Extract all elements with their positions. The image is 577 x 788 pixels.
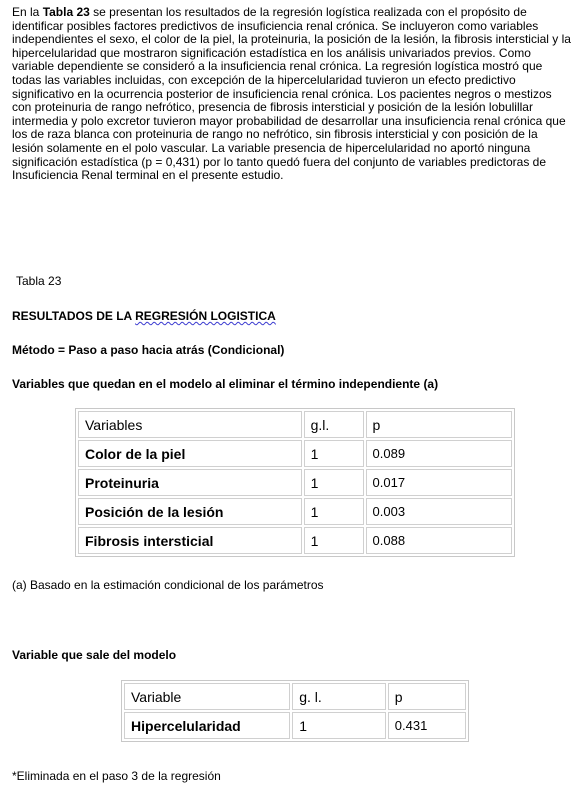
intro-paragraph (12, 6, 572, 183)
row-variable-cell: Color de la piel (78, 440, 302, 467)
table1 (75, 408, 515, 557)
column-header: Variables (78, 411, 302, 438)
table1-footnote: (a) Basado en la estimación condicional de los parámetros (12, 578, 324, 592)
table-header-row (78, 411, 512, 438)
row-p-cell: 0.089 (366, 440, 512, 467)
section-title (12, 309, 276, 323)
row-gl-cell: 1 (304, 527, 364, 554)
column-header: p (388, 683, 466, 710)
row-gl-cell: 1 (304, 498, 364, 525)
column-header: Variable (124, 683, 290, 710)
section-title-part-a: RESULTADOS DE LA (12, 309, 136, 323)
table-row (124, 712, 466, 739)
method-label: Método = Paso a paso hacia atrás (Condicional) (12, 343, 285, 357)
table2 (121, 680, 469, 742)
row-p-cell: 0.003 (366, 498, 512, 525)
table-row (78, 498, 512, 525)
row-p-cell: 0.088 (366, 527, 512, 554)
intro-text-after: se presentan los resultados de la regresión logística realizada con el propósito de identificar posibles factores predictivos de insuficiencia renal crónica. Se incluyeron como variables independientes el sexo, el color de la piel, la proteinuria, la posición de la lesión, la fibrosis intersticial y la hipercelularidad que mostraron significación estadística en los análisis univariados previos. Como variable dependiente se consideró a la insuficiencia renal crónica. La regresión logística mostró que todas las variables incluidas, con excepción de la hipercelularidad tuvieron un efecto predictivo significativo en la ocurrencia posterior de insuficiencia renal crónica. Los pacientes negros o mestizos con proteinuria de rango nefrótico, presencia de fibrosis intersticial y posición de la lesión lobulillar intermedia y polo excretor tuvieron mayor probabilidad de desarrollar una insuficiencia renal crónica que los de raza blanca con proteinuria de rango no nefrótico, sin fibrosis intersticial y con posición de la lesión solamente en el polo vascular. La variable presencia de hipercelularidad no aportó ninguna significación estadística (p = 0,431) por lo tanto quedó fuera del conjunto de variables predictoras de Insuficiencia Renal terminal en el presente estudio. (12, 5, 571, 183)
table-row (78, 527, 512, 554)
section-title-part-b: REGRESIÓN LOGISTICA (135, 309, 276, 323)
row-p-cell: 0.017 (366, 469, 512, 496)
row-variable-cell: Fibrosis intersticial (78, 527, 302, 554)
row-gl-cell: 1 (292, 712, 386, 739)
row-variable-cell: Hipercelularidad (124, 712, 290, 739)
row-gl-cell: 1 (304, 440, 364, 467)
column-header: g.l. (304, 411, 364, 438)
column-header: g. l. (292, 683, 386, 710)
row-variable-cell: Posición de la lesión (78, 498, 302, 525)
intro-text-bold: Tabla 23 (42, 5, 90, 19)
table2-footnote: *Eliminada en el paso 3 de la regresión (12, 769, 221, 783)
table1-caption: Variables que quedan en el modelo al eliminar el término independiente (a) (12, 377, 439, 391)
row-gl-cell: 1 (304, 469, 364, 496)
table-label: Tabla 23 (16, 274, 62, 288)
intro-text-before: En la (12, 5, 43, 19)
column-header: p (366, 411, 512, 438)
table-header-row (124, 683, 466, 710)
table-row (78, 469, 512, 496)
table2-caption: Variable que sale del modelo (12, 648, 177, 662)
row-variable-cell: Proteinuria (78, 469, 302, 496)
row-p-cell: 0.431 (388, 712, 466, 739)
table-row (78, 440, 512, 467)
